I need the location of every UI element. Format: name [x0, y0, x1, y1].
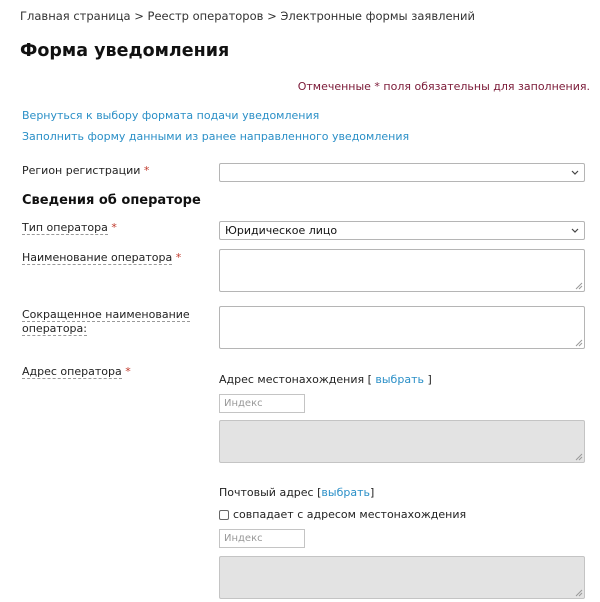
resize-grip-icon	[575, 589, 583, 597]
breadcrumb-registry[interactable]: Реестр операторов	[147, 9, 264, 23]
breadcrumb-separator: >	[134, 9, 144, 23]
resize-grip-icon	[575, 453, 583, 461]
postal-address-textarea	[219, 556, 585, 599]
required-star: *	[111, 221, 117, 234]
fill-from-previous-link[interactable]: Заполнить форму данными из ранее направленного уведомления	[22, 130, 410, 143]
required-fields-note: Отмеченные * поля обязательны для заполнения.	[297, 80, 590, 93]
chevron-down-icon	[570, 165, 580, 180]
short-name-textarea[interactable]	[219, 306, 585, 349]
location-index-placeholder: Индекс	[224, 398, 263, 409]
breadcrumb-separator: >	[267, 9, 277, 23]
same-as-location-label[interactable]: совпадает с адресом местонахождения	[233, 508, 467, 521]
same-as-location-option[interactable]	[219, 508, 466, 522]
operator-address-label: Адрес оператора *	[22, 365, 131, 378]
breadcrumb-forms[interactable]: Электронные формы заявлений	[280, 9, 475, 23]
back-to-format-link[interactable]: Вернуться к выбору формата подачи уведомления	[22, 109, 320, 122]
required-star: *	[125, 365, 131, 378]
location-index-input[interactable]	[219, 394, 305, 413]
postal-index-input[interactable]	[219, 529, 305, 548]
location-pick-link[interactable]: выбрать	[375, 373, 424, 386]
short-name-label: Сокращенное наименование оператора:	[22, 308, 190, 335]
chevron-down-icon	[570, 223, 580, 238]
resize-grip-icon[interactable]	[575, 282, 583, 290]
breadcrumb-home[interactable]: Главная страница	[20, 9, 131, 23]
region-label: Регион регистрации *	[22, 164, 150, 177]
operator-name-textarea[interactable]	[219, 249, 585, 292]
operator-type-value: Юридическое лицо	[225, 224, 338, 237]
resize-grip-icon[interactable]	[575, 339, 583, 347]
operator-name-label: Наименование оператора *	[22, 251, 182, 264]
postal-index-placeholder: Индекс	[224, 533, 263, 544]
location-address-textarea	[219, 420, 585, 463]
breadcrumb	[20, 9, 475, 23]
postal-address-heading: Почтовый адрес [выбрать]	[219, 486, 375, 499]
page-title: Форма уведомления	[20, 41, 230, 61]
postal-pick-link[interactable]: выбрать	[321, 486, 370, 499]
region-select[interactable]	[219, 163, 585, 182]
operator-type-select[interactable]	[219, 221, 585, 240]
operator-section-title: Сведения об операторе	[22, 193, 201, 208]
required-star: *	[175, 251, 182, 264]
same-as-location-checkbox[interactable]	[219, 510, 229, 520]
required-star: *	[143, 164, 150, 177]
operator-type-label: Тип оператора *	[22, 221, 117, 234]
location-address-heading: Адрес местонахождения [ выбрать ]	[219, 373, 432, 386]
